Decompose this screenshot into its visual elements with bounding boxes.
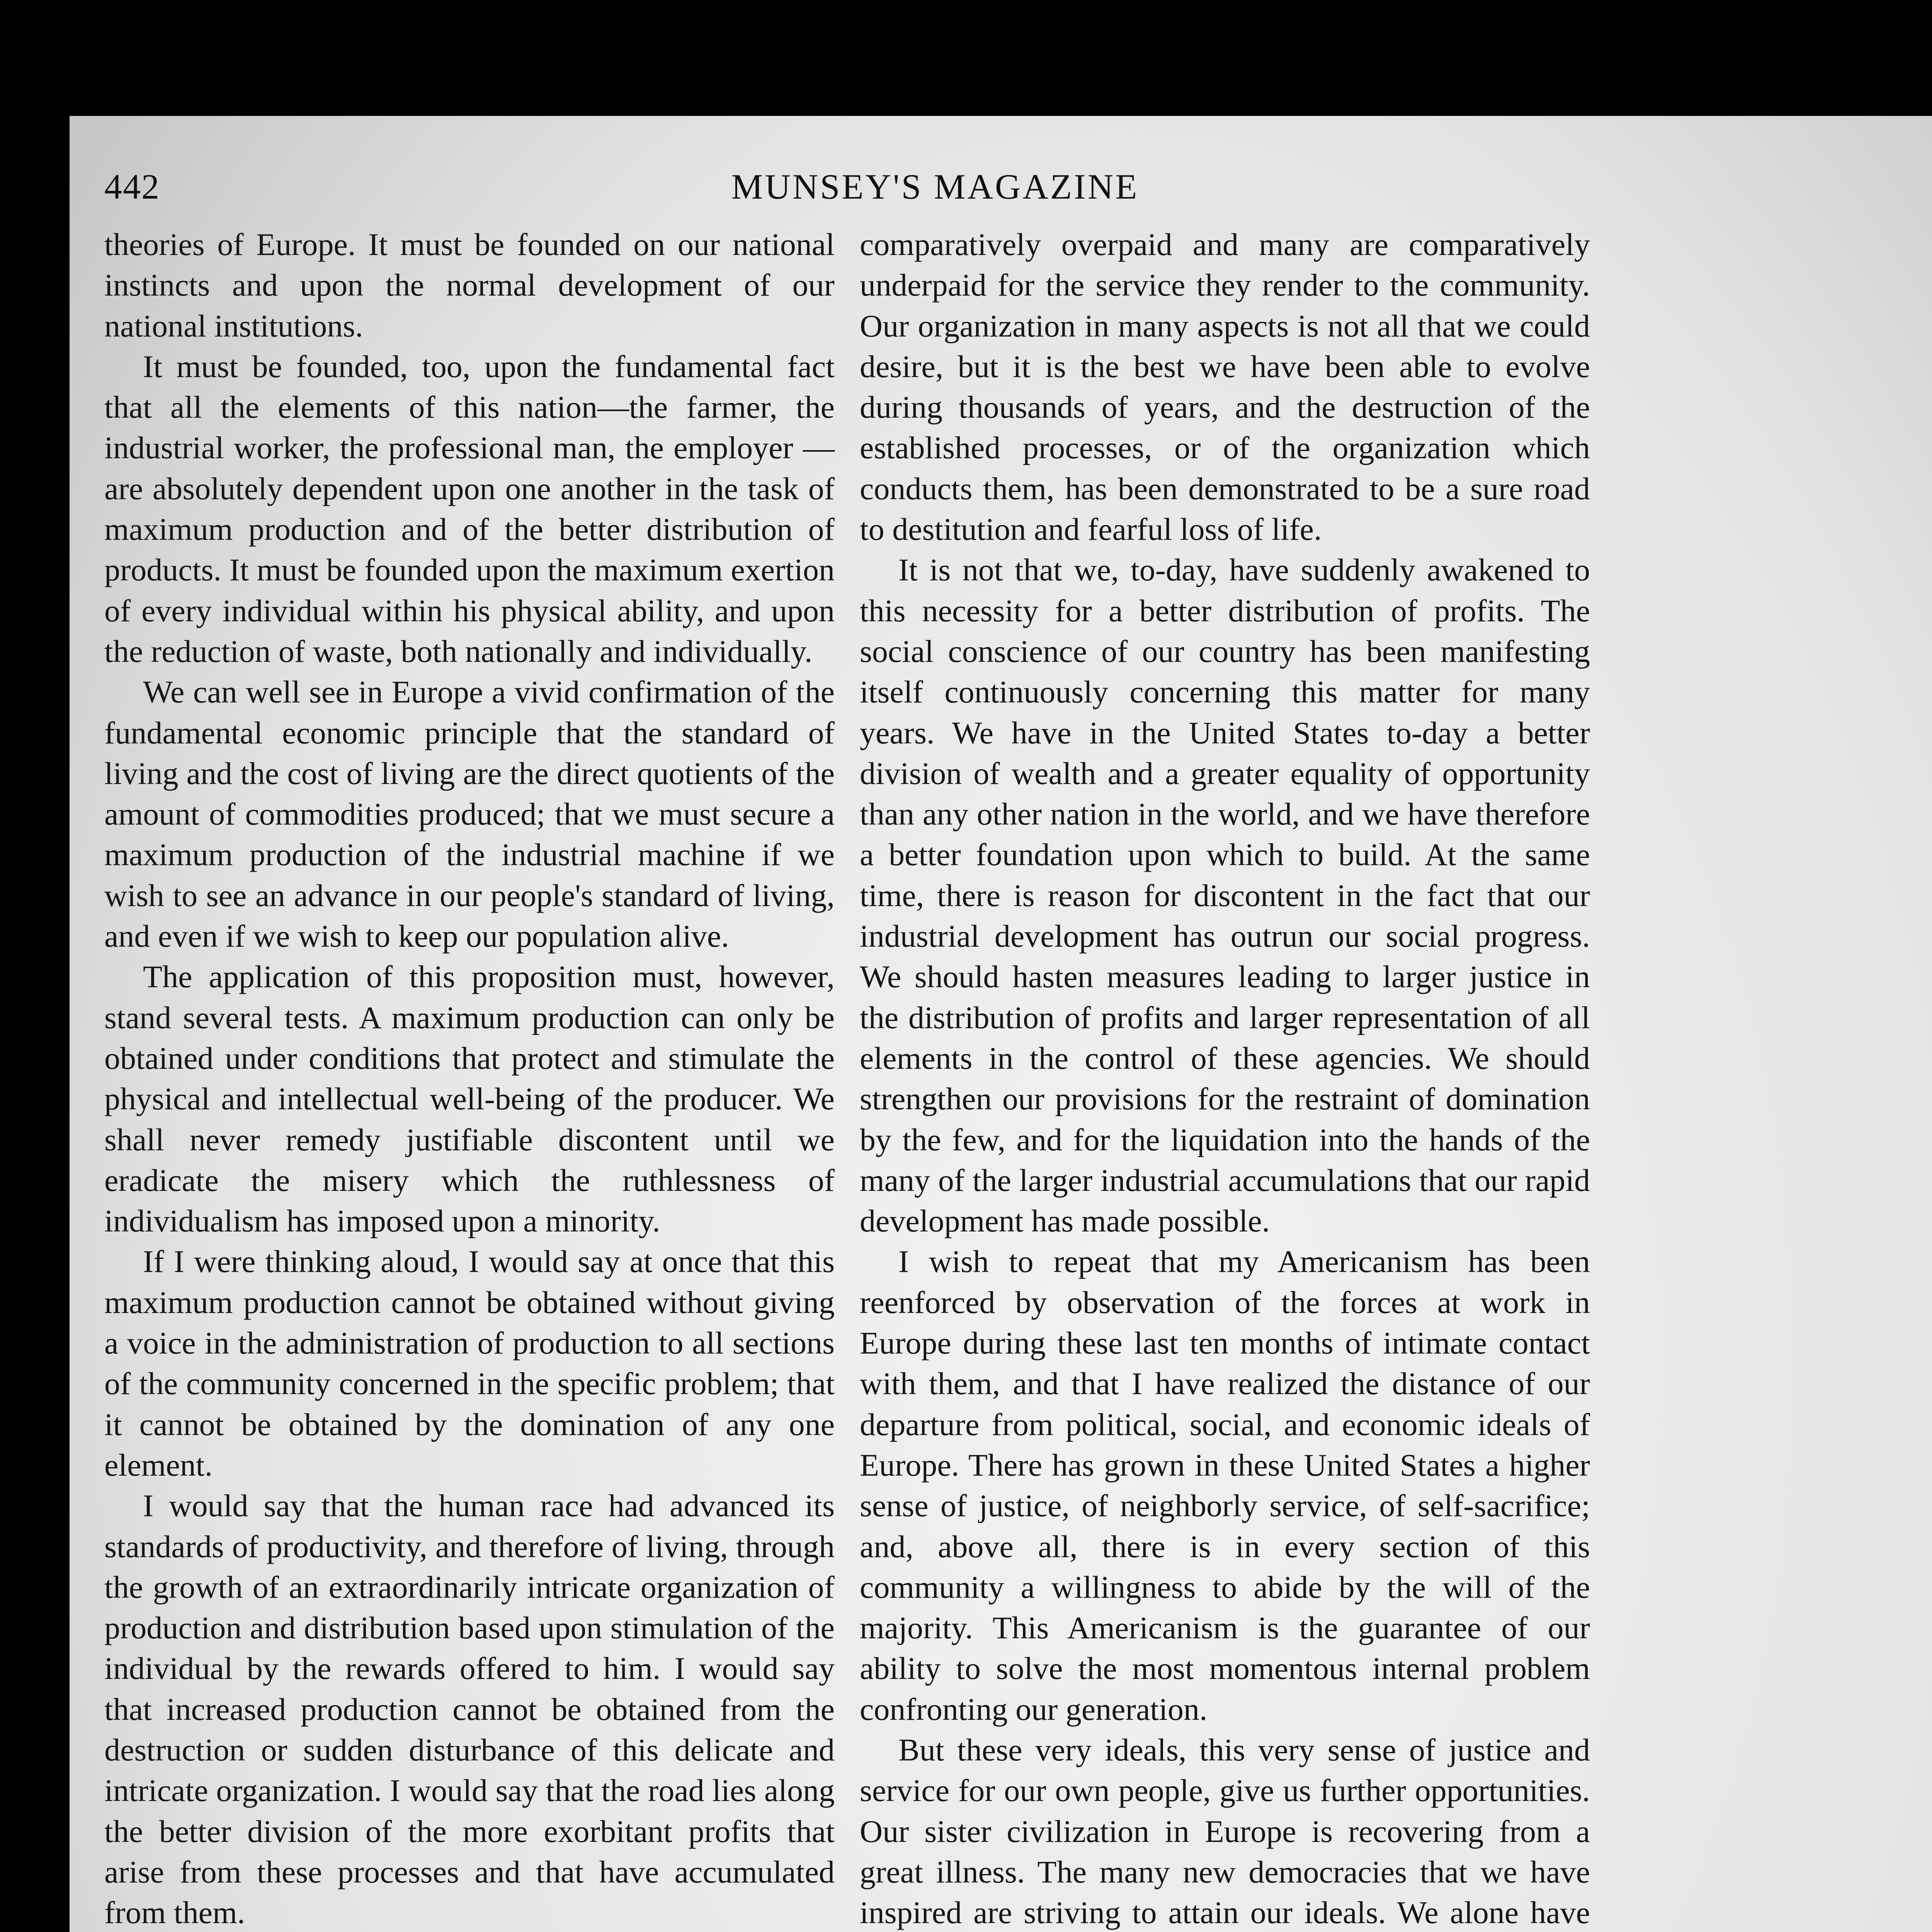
paragraph: If I were thinking aloud, I would say at once that this maximum production cannot be obtained without giving a voice in the administration of production to all sections of the community concerned in the specific problem; that it cannot be obtained by the domination of any one element. (104, 1244, 835, 1483)
paragraph: I would say that the human race had advanced its standards of productivity, and therefore of living, through the growth of an extraordinarily intricate organization of production and distribution based upon stimulation of the individual by the rewards offered to him. I would say that increased production cannot be obtained from the destruction or sudden disturbance of this delicate and intricate organization. I would say that the road lies along the better division of the more exorbitant profits that arise from these processes and that have accumulated from them. (104, 1488, 835, 1930)
paragraph: The application of this proposition must, however, stand several tests. A maximum production can only be obtained under conditions that protect and stimulate the physical and intellectual well-being of the producer. We shall never remedy justifiable discontent until we eradicate the misery which the ruthlessness of individualism has imposed upon a minority. (104, 959, 835, 1239)
page-header (104, 166, 1766, 216)
paragraph: But these very ideals, this very sense of justice and service for our own people, give us further opportunities. Our sister civilization in Europe is recovering from a great illness. The many new democracies that we have inspired are striving to attain our ideals. We alone have (860, 1732, 1590, 1930)
paragraph: theories of Europe. It must be founded on our national instincts and upon the normal development of our national institutions. (104, 227, 835, 344)
running-title: MUNSEY'S MAGAZINE (731, 167, 1139, 206)
paragraph: I wish to repeat that my Americanism has been reenforced by observation of the forces at work in Europe during these last ten months of intimate contact with them, and that I have realized the distance of our departure from political, social, and economic ideals of Europe. There has grown in these United States a higher sense of justice, of neighborly service, of self-sacrifice; and, above all, there is in every section of this community a willingness to abide by the will of the majority. This Americanism is the guarantee of our ability to solve the most momentous internal problem confronting our generation. (860, 1244, 1590, 1727)
page-number: 442 (104, 167, 160, 206)
left-column (104, 224, 835, 1932)
paragraph: comparatively overpaid and many are comparatively underpaid for the service they render to the community. Our organization in many aspects is not all that we could desire, but it is the best we have been able to evolve during thousands of years, and the destruction of the established processes, or of the organization which conducts them, has been demonstrated to be a sure road to destitution and fearful loss of life. (860, 227, 1590, 547)
paragraph: We can well see in Europe a vivid confirmation of the fundamental economic principle that the standard of living and the cost of living are the direct quotients of the amount of commodities produced; that we must secure a maximum production of the industrial machine if we wish to see an advance in our people's standard of living, and even if we wish to keep our population alive. (104, 674, 835, 954)
right-column (860, 224, 1590, 1932)
paragraph: It is not that we, to-day, have suddenly awakened to this necessity for a better distribution of profits. The social conscience of our country has been manifesting itself continuously concerning this matter for many years. We have in the United States to-day a better division of wealth and a greater equality of opportunity than any other nation in the world, and we have therefore a better foundation upon which to build. At the same time, there is reason for discontent in the fact that our industrial development has outrun our social progress. We should hasten measures leading to larger justice in the distribution of profits and larger representation of all elements in the control of these agencies. We should strengthen our provisions for the restraint of domination by the few, and for the liquidation into the hands of the many of the larger industrial accumulations that our rapid development has made possible. (860, 552, 1590, 1239)
paragraph: It must be founded, too, upon the fundamental fact that all the elements of this nation—the farmer, the industrial worker, the professional man, the employer — are absolutely dependent upon one another in the task of maximum production and of the better distribution of products. It must be founded upon the maximum exertion of every individual within his physical ability, and upon the reduction of waste, both nationally and individually. (104, 349, 835, 669)
